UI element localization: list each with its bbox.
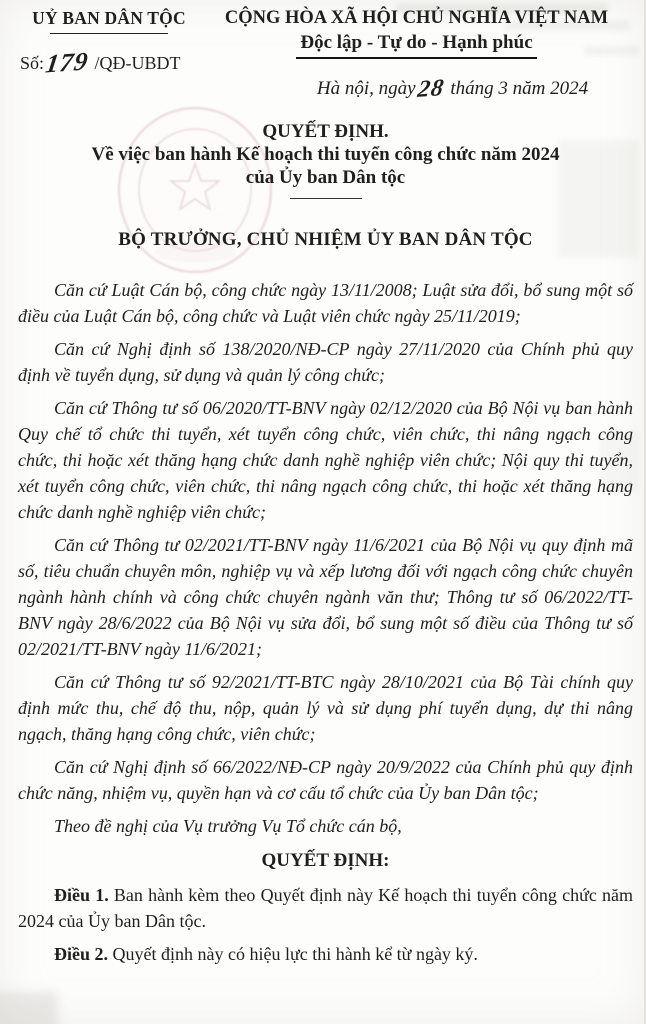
issuing-org-name: UỶ BAN DÂN TỘC (32, 8, 186, 28)
document-header (18, 8, 633, 103)
articles-section (18, 882, 633, 967)
article-2-label: Điều 2. (54, 944, 108, 964)
document-number-handwritten: 179 (43, 46, 91, 79)
document-subtitle-line2: của Ủy ban Dân tộc (245, 167, 406, 188)
date-suffix: tháng 3 năm 2024 (445, 78, 589, 99)
preamble-paragraph: Căn cứ Nghị định số 66/2022/NĐ-CP ngày 20/9/2022 của Chính phủ quy định chức năng, nhiệm vụ, quyền hạn và cơ cấu tổ chức của Ủy ban Dân tộc; (18, 757, 633, 803)
document-number (18, 46, 200, 79)
article-1-label: Điều 1. (54, 885, 109, 905)
national-title: CỘNG HÒA XÃ HỘI CHỦ NGHĨA VIỆT NAM (224, 8, 609, 28)
article-1 (18, 882, 633, 934)
issuing-org-block (18, 8, 200, 79)
decision-heading: QUYẾT ĐỊNH: (261, 850, 390, 871)
date-day-handwritten: 28 (415, 75, 446, 103)
document-subtitle-line1: Về việc ban hành Kế hoạch thi tuyển công chức năm 2024 (91, 144, 560, 165)
national-header-block (200, 8, 633, 103)
preamble-paragraph: Căn cứ Thông tư 02/2021/TT-BNV ngày 11/6/2021 của Bộ Nội vụ quy định mã số, tiêu chuẩn chuyên môn, nghiệp vụ và xếp lương đối với ngạch công chức chuyên ngành hành chính và công chức chuyên ngành văn thư; Thông tư số 06/2022/TT-BNV ngày 28/6/2022 của Bộ Nội vụ sửa đổi, bổ sung một số điều của Thông tư số 02/2021/TT-BNV ngày 11/6/2021; (18, 535, 633, 659)
preamble-paragraph: Căn cứ Nghị định số 138/2020/NĐ-CP ngày 27/11/2020 của Chính phủ quy định về tuyển dụng, sử dụng và quản lý công chức; (18, 339, 633, 385)
preamble-section (18, 277, 633, 839)
date-prefix: Hà nội, ngày (316, 78, 416, 99)
preamble-paragraph: Căn cứ Thông tư số 92/2021/TT-BTC ngày 28/10/2021 của Bộ Tài chính quy định mức thu, chế độ thu, nộp, quản lý và sử dụng phí tuyển dụng, dự thi nâng ngạch, thăng hạng công chức, viên chức; (18, 672, 633, 744)
divider-rule (50, 33, 168, 34)
preamble-paragraph: Theo đề nghị của Vụ trưởng Vụ Tổ chức cán bộ, (54, 816, 402, 836)
date-line (272, 75, 633, 103)
document-number-suffix: /QĐ-UBDT (90, 53, 181, 73)
article-2 (18, 941, 633, 967)
issuing-authority-line: BỘ TRƯỞNG, CHỦ NHIỆM ỦY BAN DÂN TỘC (118, 229, 533, 250)
document-title: QUYẾT ĐỊNH. (262, 121, 389, 142)
article-1-text: Ban hành kèm theo Quyết định này Kế hoạch thi tuyển công chức năm 2024 của Ủy ban Dân tộc. (18, 885, 634, 931)
preamble-paragraph: Căn cứ Luật Cán bộ, công chức ngày 13/11/2008; Luật sửa đổi, bổ sung một số điều của Luật Cán bộ, công chức và Luật viên chức ngày 25/11/2019; (18, 280, 633, 326)
preamble-paragraph: Căn cứ Thông tư số 06/2020/TT-BNV ngày 02/12/2020 của Bộ Nội vụ ban hành Quy chế tổ chức thi tuyển, xét tuyển công chức, viên chức, thi nâng ngạch công chức, thi hoặc xét thăng hạng chức danh nghề nghiệp viên chức; Nội quy thi tuyển, xét tuyển công chức, viên chức, thi nâng ngạch công chức, thi hoặc xét thăng hạng chức danh nghề nghiệp viên chức; (18, 398, 633, 522)
document-number-label: Số: (20, 53, 45, 73)
national-motto-wrap (200, 29, 633, 59)
divider-rule (290, 198, 362, 199)
document-title-block (18, 120, 633, 199)
scan-corner-smudge (0, 992, 58, 1024)
article-2-text: Quyết định này có hiệu lực thi hành kể từ ngày ký. (108, 944, 478, 964)
national-motto: Độc lập - Tự do - Hạnh phúc (296, 31, 536, 59)
